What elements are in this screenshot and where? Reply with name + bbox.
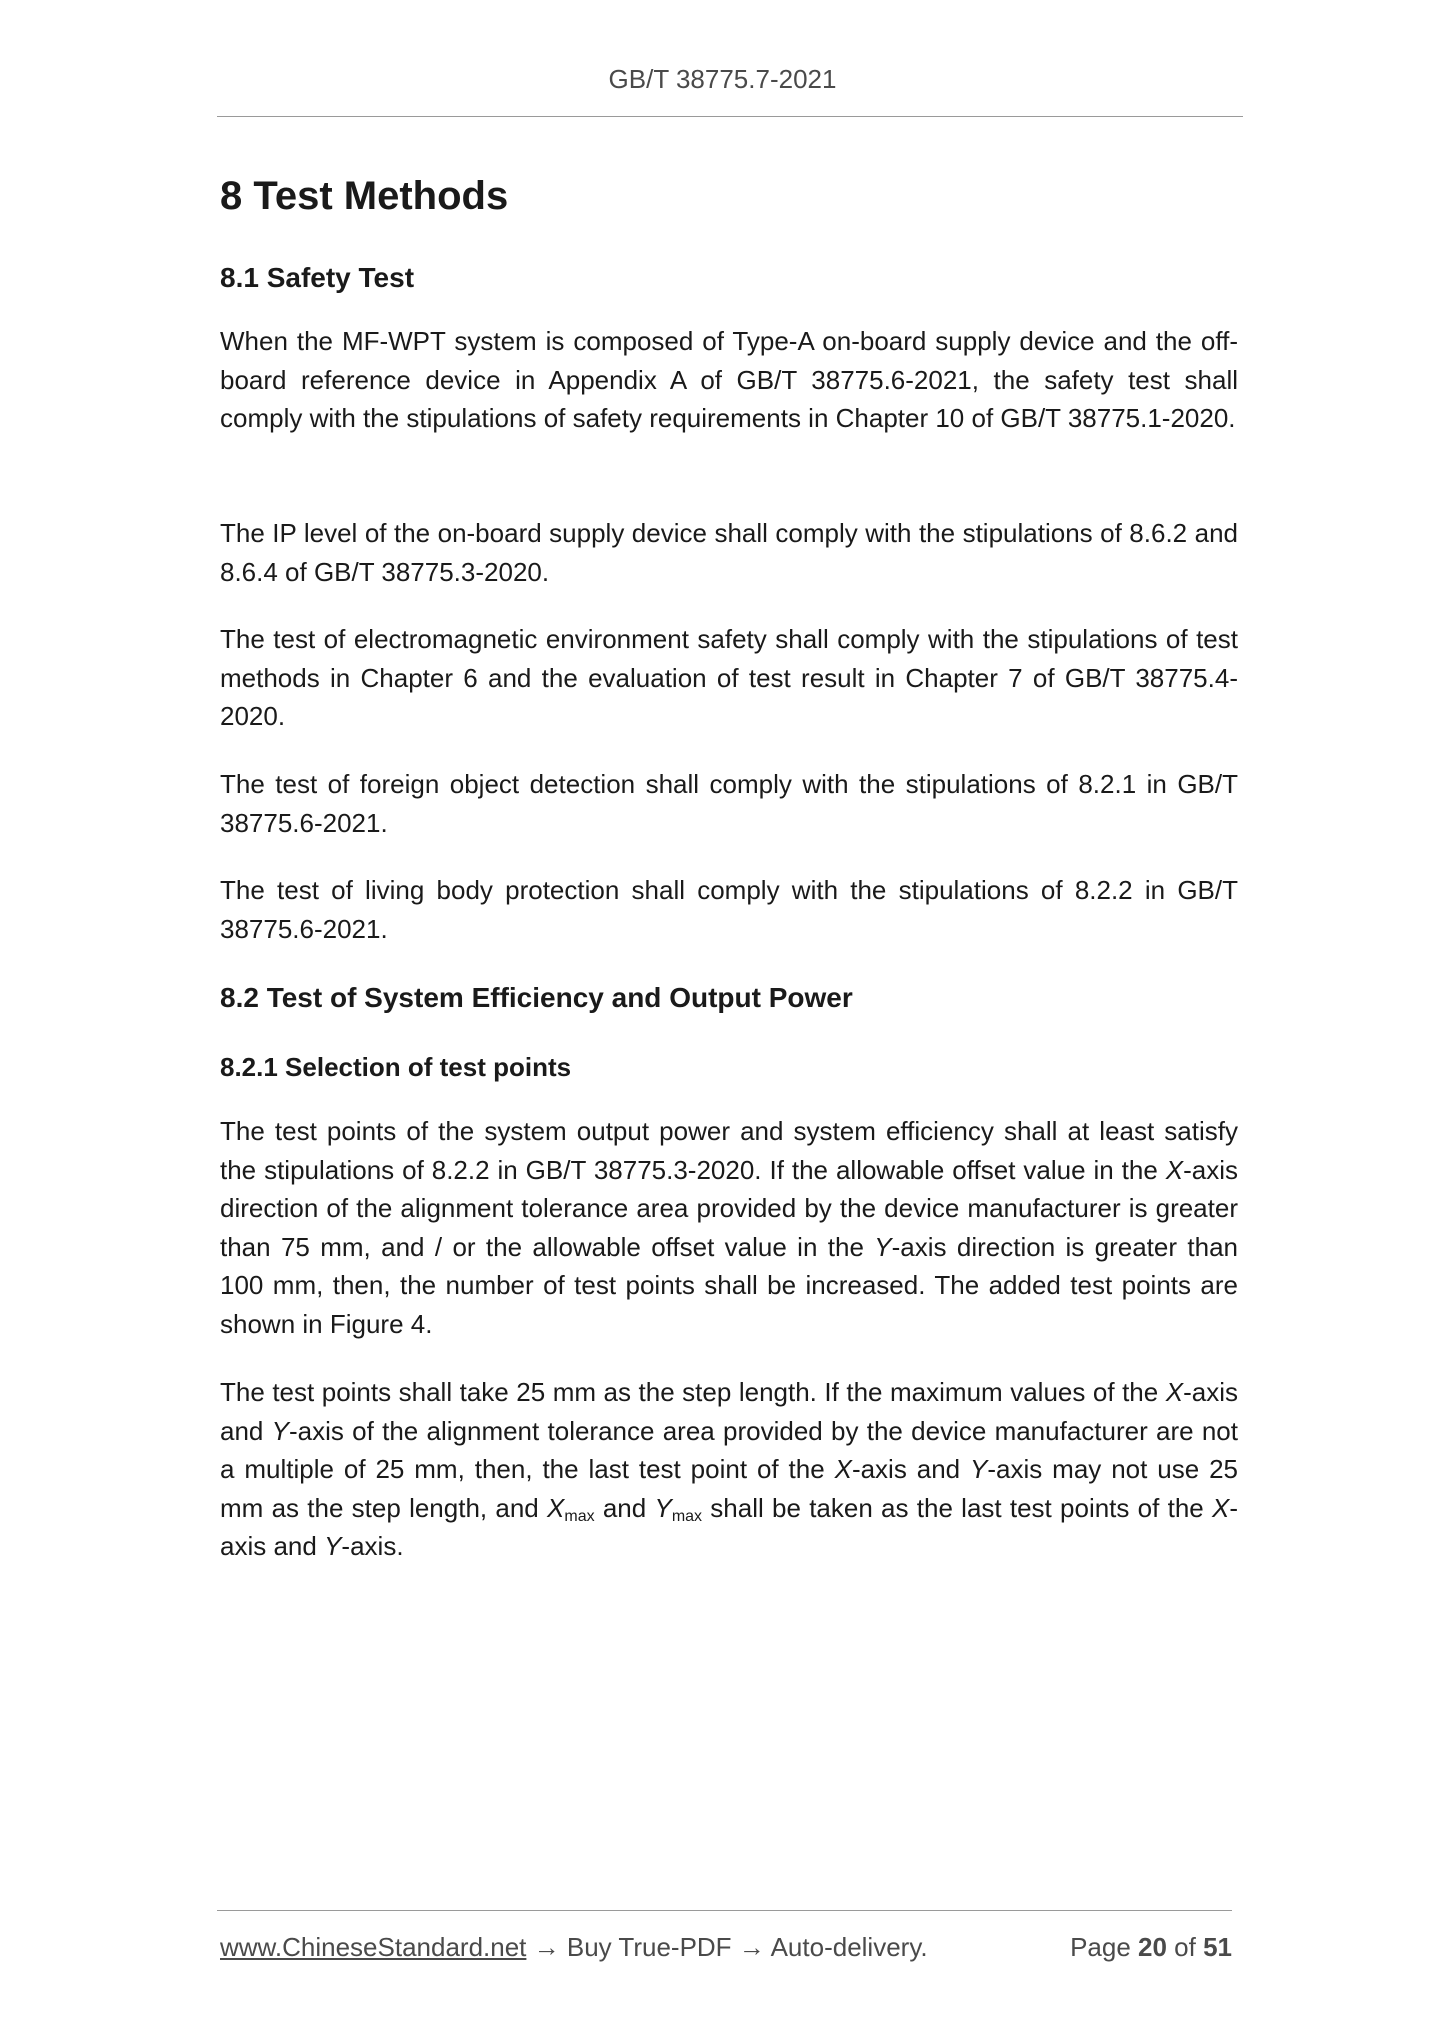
footer-divider (217, 1910, 1232, 1911)
arrow-right-icon: → (526, 1932, 567, 1962)
page-total: 51 (1203, 1932, 1232, 1962)
page-number: 20 (1138, 1932, 1167, 1962)
buy-pdf-text: Buy True-PDF (566, 1932, 732, 1962)
section-title: 8 Test Methods (220, 174, 509, 218)
paragraph-8-2-1-b: The test points shall take 25 mm as the step length. If the maximum values of the X-axis and Y-axis of the alignment tolerance area provided by the device manufacturer are not a multiple of 25 mm, then, the last test point of the X-axis and Y-axis may not use 25 mm as the step length, and $X_{max}$ and $Y_{max}$ shall be taken as the last test points of the X-axis and Y-axis. (220, 1377, 1239, 1561)
paragraph-8-1-e: The test of living body protection shall comply with the stipulations of 8.2.2 in GB/T 38775.6-2021. (220, 875, 1238, 944)
subsection-title-8-1: 8.1 Safety Test (220, 262, 415, 293)
subsection-title-8-2: 8.2 Test of System Efficiency and Output Power (220, 982, 853, 1013)
paragraph-8-1-a: When the MF-WPT system is composed of Type-A on-board supply device and the off-board reference device in Appendix A of GB/T 38775.6-2021, the safety test shall comply with the stipulations of safety requirements in Chapter 10 of GB/T 38775.1-2020. (220, 326, 1238, 433)
subsection-title-8-2-1: 8.2.1 Selection of test points (220, 1052, 572, 1082)
arrow-right-icon: → (731, 1932, 771, 1962)
header-divider (217, 116, 1243, 117)
auto-delivery-text: Auto-delivery. (770, 1932, 928, 1962)
website-link[interactable]: www.ChineseStandard.net (220, 1932, 527, 1962)
page-indicator: Page 20 of 51 (1070, 1932, 1232, 1962)
paragraph-8-1-d: The test of foreign object detection shall comply with the stipulations of 8.2.1 in GB/T 38775.6-2021. (220, 769, 1238, 838)
paragraph-8-1-c: The test of electromagnetic environment safety shall comply with the stipulations of test methods in Chapter 6 and the evaluation of test result in Chapter 7 of GB/T 38775.4-2020. (220, 624, 1238, 731)
page-footer (220, 1932, 1232, 1963)
paragraph-8-2-1-a: The test points of the system output power and system efficiency shall at least satisfy the stipulations of 8.2.2 in GB/T 38775.3-2020. If the allowable offset value in the X-axis direction of the alignment tolerance area provided by the device manufacturer is greater than 75 mm, and / or the allowable offset value in the Y-axis direction is greater than 100 mm, then, the number of test points shall be increased. The added test points are shown in Figure 4. (220, 1116, 1238, 1339)
running-header: GB/T 38775.7-2021 (608, 64, 837, 94)
paragraph-8-1-b: The IP level of the on-board supply device shall comply with the stipulations of 8.6.2 and 8.6.4 of GB/T 38775.3-2020. (220, 518, 1238, 587)
